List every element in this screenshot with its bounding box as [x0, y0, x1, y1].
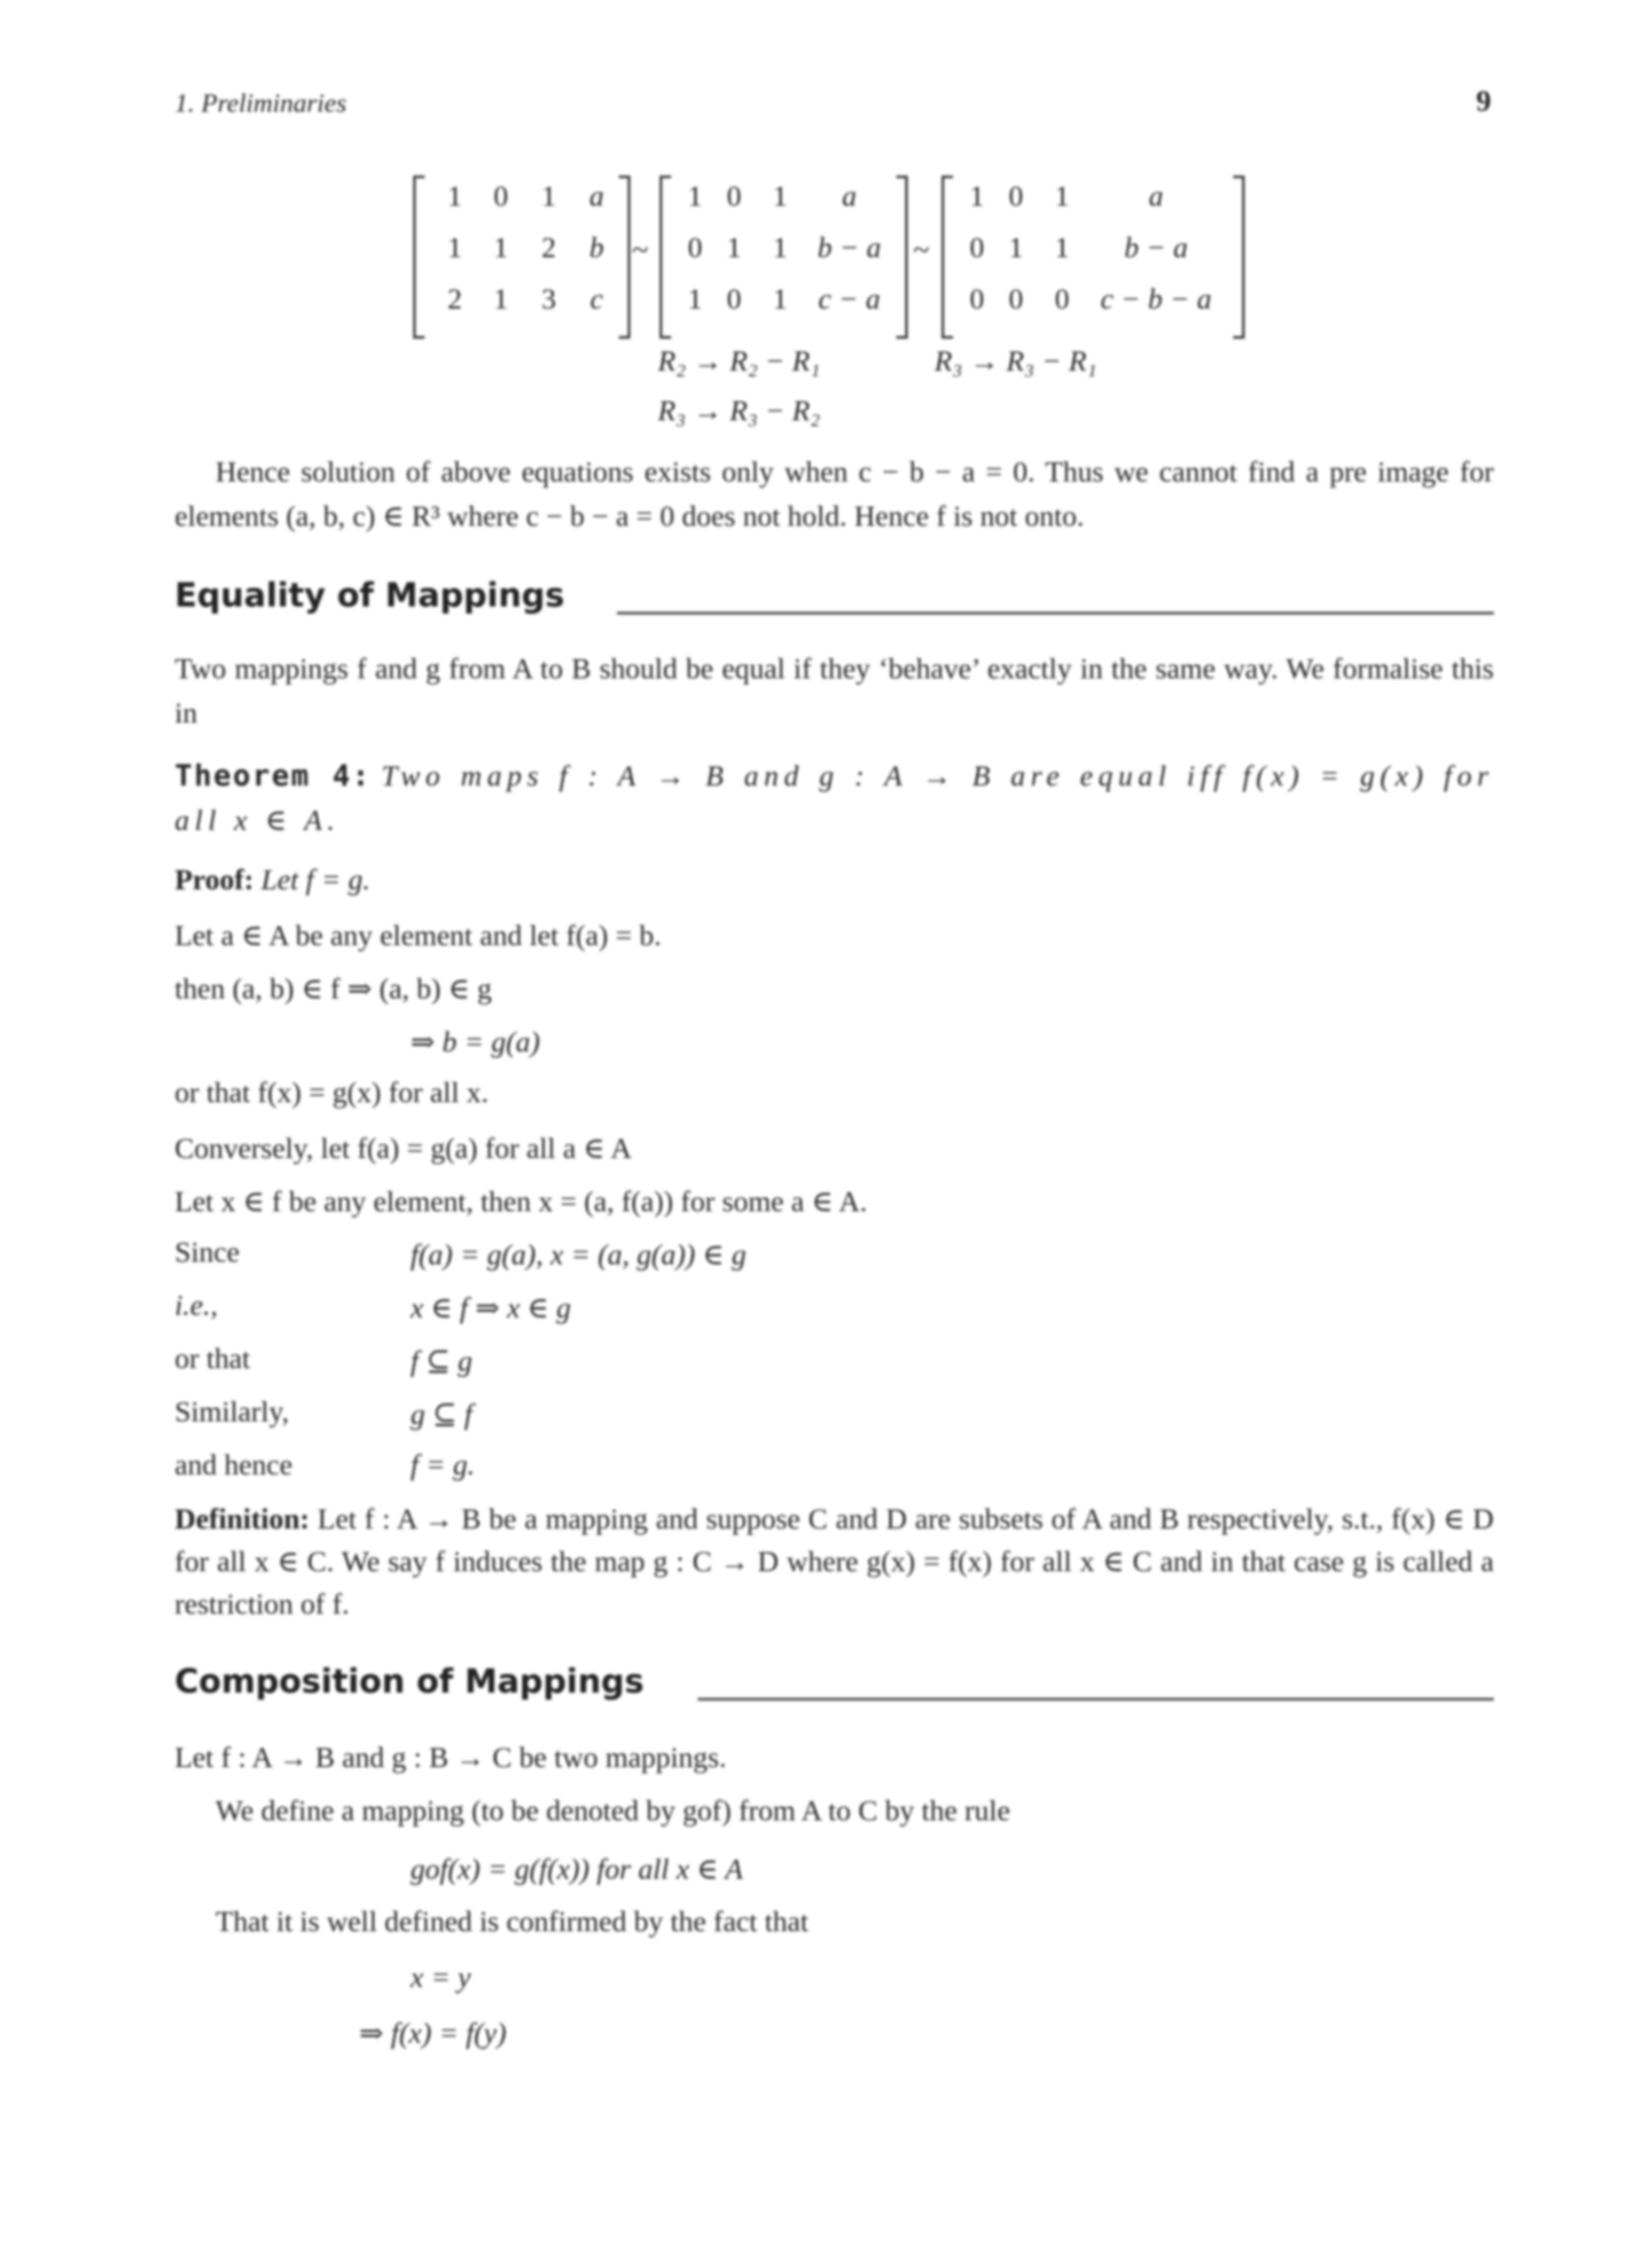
equivalence-tilde: ~	[913, 234, 930, 267]
composition-line: We define a mapping (to be denoted by gof) from A to C by the rule	[215, 1795, 1011, 1827]
proof-line: then (a, b) ∈ f ⇒ (a, b) ∈ g	[175, 974, 492, 1005]
heading-rule	[617, 612, 1494, 614]
composition-line: That it is well defined is confirmed by the fact that	[215, 1906, 809, 1938]
definition-label: Definition:	[175, 1504, 310, 1536]
matrix-row: 1 0 1 c − a	[687, 284, 880, 316]
page-number: 9	[1476, 85, 1491, 118]
matrix-2	[660, 176, 908, 333]
right-bracket	[1233, 176, 1245, 339]
matrix-row: 1 0 1 a	[969, 181, 1164, 213]
matrix-row: 1 0 1 a	[687, 181, 857, 213]
matrix-row: 0 1 1 b − a	[687, 232, 881, 264]
composition-line: Let f : A → B and g : B → C be two mappings.	[175, 1742, 727, 1774]
row-operation: R₃ → R₃ − R₁	[934, 346, 1098, 378]
step-label: Since	[175, 1237, 240, 1269]
proof-line: Let x ∈ f be any element, then x = (a, f(a)) for some a ∈ A.	[175, 1186, 868, 1218]
heading-rule	[698, 1698, 1494, 1701]
proof-label: Proof:	[175, 864, 254, 896]
theorem-statement: Two maps f : A → B and g : A → B are equal iff f(x) = g(x) for all x ∈ A.	[175, 761, 1494, 837]
running-header: 1. Preliminaries	[175, 89, 347, 118]
definition-text: Let f : A → B be a mapping and suppose C and D are subsets of A and B respectively, s.t., f(x) ∈ D for all x ∈ C. We say f induces the map g : C → D where g(x) = f(x) for all x ∈ C and in that case g is called a restriction of f.	[175, 1504, 1495, 1621]
section-heading: Composition of Mappings	[175, 1662, 645, 1701]
equivalence-tilde: ~	[632, 234, 649, 267]
matrix-3	[942, 176, 1245, 333]
proof-first-line: Let f = g.	[261, 864, 371, 896]
matrix-row: 0 1 1 b − a	[969, 232, 1188, 264]
proof-start	[175, 864, 371, 897]
row-operation: R₃ → R₃ − R₂	[658, 395, 821, 427]
proof-line: ⇒ b = g(a)	[410, 1027, 541, 1059]
left-bracket	[413, 176, 425, 339]
step-expression: f(a) = g(a), x = (a, g(a)) ∈ g	[410, 1240, 746, 1271]
theorem-label: Theorem 4:	[175, 758, 371, 793]
matrix-1	[413, 176, 630, 333]
definition-block	[175, 1498, 1494, 1626]
left-bracket	[660, 176, 671, 339]
matrix-row: 0 0 0 c − b − a	[969, 284, 1212, 316]
section-heading: Equality of Mappings	[175, 576, 565, 614]
step-expression: g ⊆ f	[410, 1399, 473, 1431]
left-bracket	[942, 176, 953, 339]
intro-paragraph: Two mappings f and g from A to B should be equal if they ‘behave’ exactly in the same way. We formalise this in	[175, 653, 1494, 730]
conclusion-paragraph: Hence solution of above equations exists only when c − b − a = 0. Thus we cannot find a pre image for elements (a, b, c) ∈ R³ where c − b − a = 0 does not hold. Hence f is not onto.	[175, 457, 1494, 533]
step-expression: x ∈ f ⇒ x ∈ g	[410, 1293, 571, 1325]
step-label: and hence	[175, 1450, 293, 1482]
right-bracket	[896, 176, 908, 339]
step-label: i.e.,	[175, 1290, 218, 1322]
composition-equation: ⇒ f(x) = f(y)	[359, 2018, 507, 2050]
composition-equation: x = y	[410, 1962, 472, 1994]
step-label: or that	[175, 1343, 251, 1375]
composition-formula: gof(x) = g(f(x)) for all x ∈ A	[410, 1854, 744, 1886]
row-operation: R₂ → R₂ − R₁	[658, 346, 821, 378]
step-label: Similarly,	[175, 1396, 289, 1428]
proof-line: Conversely, let f(a) = g(a) for all a ∈ A	[175, 1133, 632, 1165]
proof-line: or that f(x) = g(x) for all x.	[175, 1077, 488, 1109]
step-expression: f ⊆ g	[410, 1346, 473, 1378]
matrix-row: 1 1 2 b	[447, 232, 605, 264]
matrix-row: 2 1 3 c	[447, 284, 604, 316]
proof-line: Let a ∈ A be any element and let f(a) = b.	[175, 920, 661, 952]
theorem-block	[175, 754, 1494, 843]
step-expression: f = g.	[410, 1450, 475, 1482]
matrix-row: 1 0 1 a	[447, 181, 605, 213]
